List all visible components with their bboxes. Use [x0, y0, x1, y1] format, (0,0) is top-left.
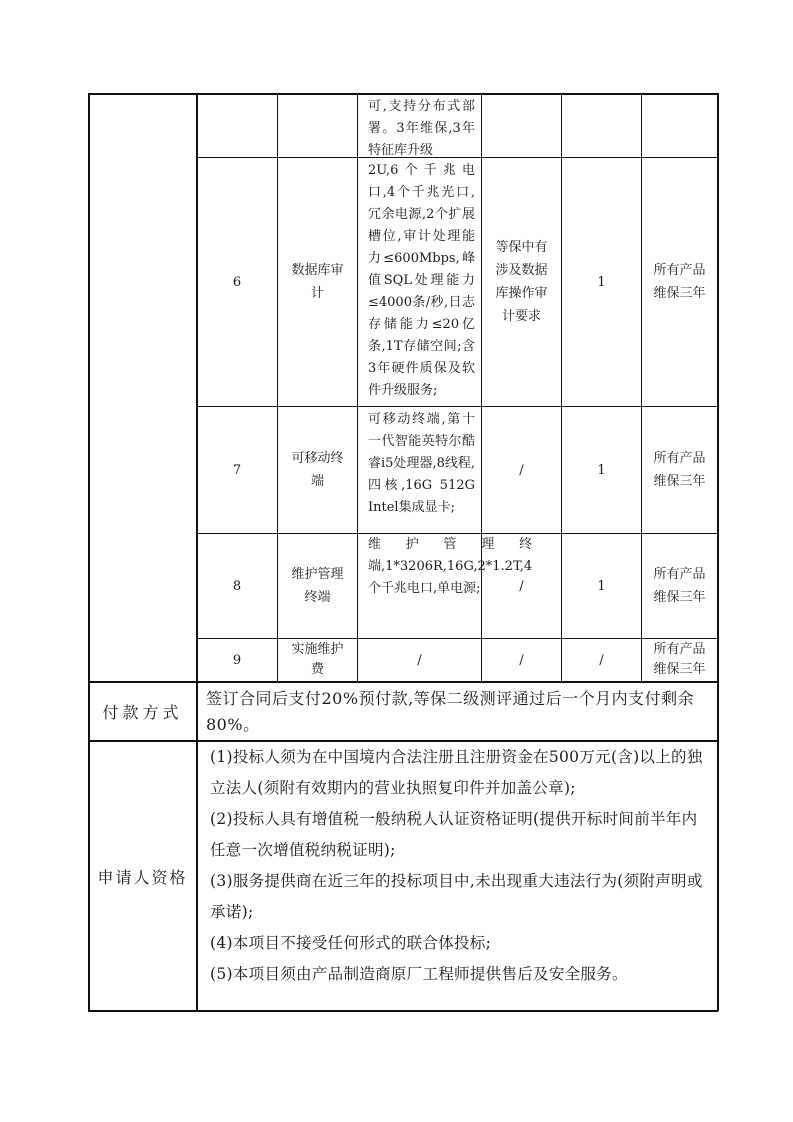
qualification-item: (2)投标人具有增值税一般纳税人认证资格证明(提供开标时间前半年内任意一次增值税纳税证明);	[210, 810, 698, 859]
warranty-cell	[642, 534, 717, 638]
quantity-cell	[562, 639, 641, 681]
item-number-text: 8	[232, 578, 242, 594]
item-number-text: 6	[232, 274, 242, 290]
table-border	[88, 1010, 718, 1012]
item-name-text: 数据库审计	[291, 263, 344, 301]
spec-text: 可,支持分布式部署。3年维保,3年特征库升级	[368, 99, 475, 158]
qualification-item: (4)本项目不接受任何形式的联合体投标;	[210, 934, 492, 952]
spec-text: 维护管理终端,1*3206R,16G,2*1.2T,4个千兆电口,单电源;	[368, 537, 533, 596]
requirement-text: /	[519, 578, 524, 594]
item-name	[278, 534, 357, 638]
quantity-text: 1	[597, 578, 606, 594]
requirement-cell	[482, 158, 561, 406]
item-name	[278, 407, 357, 533]
requirement-cell	[482, 407, 561, 533]
table-border	[717, 93, 719, 1011]
spec-cell	[358, 407, 481, 533]
quantity-cell	[562, 534, 641, 638]
item-number-text: 9	[232, 652, 242, 668]
spec-text: 可移动终端,第十一代智能英特尔酷睿i5处理器,8线程,四核,16G 512G Intel集成显卡;	[368, 412, 475, 515]
spec-cell	[358, 94, 481, 157]
requirement-cell	[482, 534, 561, 638]
item-number	[197, 639, 277, 681]
spec-cell	[358, 534, 533, 638]
payment-terms-text: 签订合同后支付20%预付款,等保二级测评通过后一个月内支付剩余80%。	[206, 688, 695, 734]
payment-terms	[198, 683, 717, 740]
requirement-text: 等保中有涉及数据库操作审计要求	[495, 240, 548, 324]
requirement-text: /	[519, 652, 524, 668]
item-name	[278, 639, 357, 681]
qualification-list	[198, 742, 717, 1010]
spec-text: /	[417, 652, 422, 668]
warranty-text: 所有产品维保三年	[653, 451, 706, 489]
item-name	[278, 158, 357, 406]
item-name-text: 实施维护费	[291, 642, 344, 677]
warranty-text: 所有产品维保三年	[653, 263, 706, 301]
quantity-text: /	[599, 652, 604, 668]
item-number-text: 7	[232, 462, 242, 478]
item-number	[197, 407, 277, 533]
qualification-label-text: 申请人资格	[97, 867, 188, 887]
spec-cell	[358, 158, 481, 406]
qualification-item: (3)服务提供商在近三年的投标项目中,未出现重大违法行为(须附声明或承诺);	[210, 872, 703, 921]
warranty-cell	[642, 639, 717, 681]
warranty-cell	[642, 407, 717, 533]
qualification-item: (1)投标人须为在中国境内合法注册且注册资金在500万元(含)以上的独立法人(须附有效期内的营业执照复印件并加盖公章);	[210, 748, 703, 797]
qualification-item: (5)本项目须由产品制造商原厂工程师提供售后及安全服务。	[210, 965, 628, 983]
item-number	[197, 158, 277, 406]
spec-text: 2U,6个千兆电口,4个千兆光口,冗余电源,2个扩展槽位,审计处理能力≤600Mbps,峰值SQL处理能力≤4000条/秒,日志存储能力≤20亿条,1T存储空间;含3年硬件质保及软件升级服务;	[368, 163, 475, 398]
payment-label-text: 付款方式	[102, 703, 183, 722]
item-name-text: 维护管理终端	[291, 567, 344, 605]
quantity-cell	[562, 158, 641, 406]
requirement-cell	[482, 639, 561, 681]
warranty-text: 所有产品维保三年	[653, 642, 706, 677]
requirement-text: /	[519, 462, 524, 478]
spec-cell	[358, 639, 481, 681]
warranty-text: 所有产品维保三年	[653, 567, 706, 605]
quantity-text: 1	[597, 462, 606, 478]
quantity-text: 1	[597, 274, 606, 290]
warranty-cell	[642, 158, 717, 406]
item-name-text: 可移动终端	[291, 451, 344, 489]
qualification-label	[89, 742, 196, 1010]
payment-label	[89, 683, 196, 740]
quantity-cell	[562, 407, 641, 533]
item-number	[197, 534, 277, 638]
